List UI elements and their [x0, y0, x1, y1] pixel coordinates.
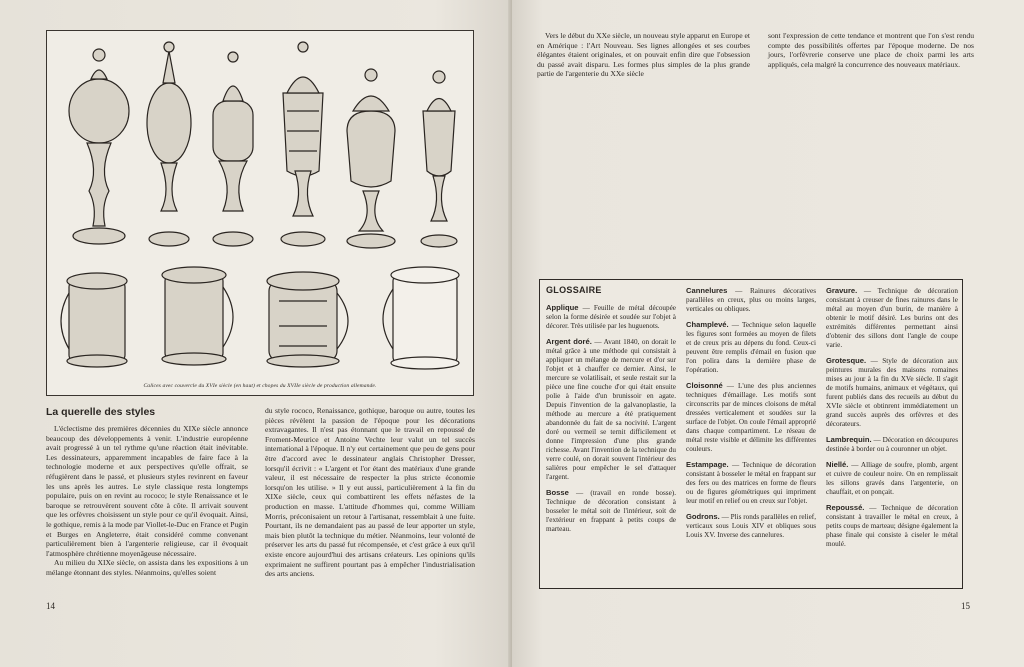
goblet-4	[281, 42, 325, 246]
glossary-entry	[686, 381, 816, 454]
glossary-entry	[826, 503, 958, 549]
page-number-right: 15	[961, 601, 970, 611]
glossary-definition: — Plis ronds parallèles en relief, verticaux sous Louis XIV et obliques sous Louis XV. Inverse des cannelures.	[686, 513, 816, 539]
glossary-column-3	[826, 286, 958, 555]
glossary-column-1	[546, 286, 676, 540]
goblet-1	[69, 49, 129, 244]
tankard-3	[267, 272, 348, 367]
goblet-5	[347, 69, 395, 248]
glossary-entry	[546, 488, 676, 534]
glossary-definition: — Technique de décoration consistant à creuser de fines rainures dans le métal au moyen d'un burin, de manière à obtenir le motif désiré. Les burins ont des extrémités différentes permettant ainsi d'obtenir des sillons dont l'angle de coupe varie.	[826, 287, 958, 349]
left-column-1	[46, 424, 248, 578]
glossary-entry	[686, 320, 816, 375]
paragraph: sont l'expression de cette tendance et montrent que l'on s'est rendu compte des possibilités offertes par l'époque moderne. De nos jours, l'orfèvrerie conserve une place de choix parmi les arts appliqués, cela malgré la concurrence des nouveaux matériaux.	[768, 31, 974, 69]
glossary-entry	[686, 460, 816, 506]
glossary-term: Godrons.	[686, 512, 720, 521]
tankard-4	[383, 267, 459, 369]
engraving-illustration	[46, 30, 474, 396]
glossary-term: Gravure.	[826, 286, 858, 295]
goblet-2	[147, 42, 191, 246]
goblet-6	[421, 71, 457, 247]
glossary-term: Champlevé.	[686, 320, 729, 329]
glossary-entry	[546, 337, 676, 482]
glossary-term: Bosse	[546, 488, 569, 497]
paragraph: du style rococo, Renaissance, gothique, baroque ou autre, toutes les pièces révèlent la passion de l'époque pour les décorations extravagantes. Il n'est pas étonnant que le travail en repoussé de Froment-Meurice et Antoine Vechte leur valut un tel succès international à l'époque. Il n'y eut certainement que peu de gens pour être d'accord avec le dessinateur anglais Christopher Dresser, lorsqu'il écrivit : « L'argent et l'or étant des matériaux d'une grande valeur, il est nécessaire de respecter la plus stricte économie lorsqu'on les utilise. » Il y eut aussi, particulièrement à la fin du XIXe siècle, ceux qui combattirent les effets néfastes de la production en masse. L'attitude d'hommes qui, comme William Morris, préconisaient un retour à l'artisanat, ressemblait à une fuite. Pourtant, ils ne demandaient pas au passé de leur apporter un style, mais bien plutôt la technique du métier. Néanmoins, leur volonté de préserver les arts du passé fut récompensée, et c'est grâce à eux qu'il existe encore aujourd'hui des artisans créateurs. Les opinions qu'ils exprimaient ne suffirent pourtant pas à empêcher l'industrialisation des arts anciens.	[265, 406, 475, 579]
glossary-term: Repoussé.	[826, 503, 865, 512]
glossary-entry	[546, 303, 676, 331]
glossary-term: Cannelures	[686, 286, 728, 295]
glossary-term: Lambrequin.	[826, 435, 872, 444]
glossary-entry	[826, 286, 958, 350]
glossary-definition: — Style de décoration aux peintures murales des maisons romaines mises au jour à la fin du XVe siècle. Il s'agit de motifs humains, animaux et végétaux, qui furent publiés dans des recueils au début du XVIe siècle et obtinrent immédiatement un grand succès auprès des orfèvres et des décorateurs.	[826, 357, 958, 428]
glossary-definition: — Technique selon laquelle les figures sont formées au moyen de filets et de creux pris au dépens du fond. Ceux-ci peuvent être remplis d'émail en fusion que l'on polira dans la dernière phase de l'opération.	[686, 321, 816, 374]
page-number-left: 14	[46, 601, 55, 611]
glossary-definition: — Décoration en découpures destinée à border ou à couronner un objet.	[826, 436, 958, 453]
glossary-entry	[686, 286, 816, 314]
glossary-definition: — Feuille de métal découpée selon la forme désirée et soudée sur l'objet à décorer. Très utilisée par les huguenots.	[546, 304, 676, 330]
glossary-entry	[826, 460, 958, 497]
glossary-entry	[826, 356, 958, 429]
tankard-2	[162, 267, 233, 365]
glossary-definition: — Avant 1840, on dorait le métal grâce à une méthode qui consistait à appliquer un mélange de mercure et d'or sur l'objet et à chauffer ce dernier. Ainsi, le mercure se volatilisait, et seule restait sur la pièce une fine couche d'or qui était ensuite polie à l'aide d'un brunissoir en agate. Depuis l'invention de la galvanoplastie, la méthode au mercure a été pratiquement abandonnée du fait de sa nocivité. L'argent doré ou vermeil se ternit difficilement et donne l'impression d'une plus grande richesse. Avant l'invention de la technique du verre coulé, on dorait souvent l'intérieur des salières pour empêcher le sel d'attaquer l'argent.	[546, 338, 676, 481]
left-column-2	[265, 406, 475, 579]
glossary-term: Cloisonné	[686, 381, 723, 390]
glossary-column-2	[686, 286, 816, 546]
tankard-1	[61, 273, 127, 367]
glossary-term: Niellé.	[826, 460, 849, 469]
goblet-3	[213, 52, 253, 246]
goblets-and-tankards-image	[47, 31, 475, 397]
glossary-term: Grotesque.	[826, 356, 867, 365]
glossary-term: Estampage.	[686, 460, 729, 469]
illustration-caption: Calices avec couvercle du XVIe siècle (en haut) et chopes du XVIIe siècle de production allemande.	[143, 383, 377, 389]
glossary-definition: — Rainures décoratives parallèles en creux, plus ou moins larges, verticales ou obliques.	[686, 287, 816, 313]
glossary-definition: — L'une des plus anciennes techniques d'émaillage. Les motifs sont circonscrits par de minces cloisons de métal dressées verticalement et soudées sur la surface de l'objet. On coule l'émail approprié dans chaque compartiment. Le réseau de métal reste visible et délimite les différentes couleurs.	[686, 382, 816, 453]
paragraph: Vers le début du XXe siècle, un nouveau style apparut en Europe et en Amérique : l'Art Nouveau. Ses lignes allongées et ses courbes élégantes étaient originales, et on pouvait enfin dire que l'obsession du passé avait disparu. Les formes plus simples de la plus grande partie de l'argenterie du XXe siècle	[537, 31, 750, 79]
glossary-definition: — Technique de décoration consistant à bosseler le métal en frappant sur des fers ou des matrices en forme de fleurs ou de figures géométriques qui impriment leur motif en relief ou en creux sur l'objet.	[686, 461, 816, 505]
section-title: La querelle des styles	[46, 406, 156, 418]
right-column-1	[537, 31, 750, 79]
glossary-entry	[686, 512, 816, 540]
glossary-box	[539, 279, 963, 589]
right-page	[512, 0, 1024, 667]
glossary-definition: — (travail en ronde bosse). Technique de décoration consistant à bosseler le métal soit de l'intérieur, soit de l'extérieur en frappant à petits coups de marteau.	[546, 489, 676, 533]
glossary-entry	[826, 435, 958, 454]
paragraph: Au milieu du XIXe siècle, on assista dans les expositions à un mélange étonnant des styles. Néanmoins, qu'elles soient	[46, 558, 248, 577]
glossary-term: Applique	[546, 303, 579, 312]
glossary-title: GLOSSAIRE	[546, 285, 602, 295]
glossary-term: Argent doré.	[546, 337, 592, 346]
paragraph: L'éclectisme des premières décennies du XIXe siècle annonce beaucoup des développements à venir. L'industrie européenne avait progressé à un tel rythme qu'une réaction était inévitable. Les dessinateurs, apparemment incapables de faire face à la technologie moderne et aux perspectives qu'elle offrait, se réfugièrent dans le passé, et plusieurs styles revinrent en faveur les uns après les autres. Le style classique resta longtemps populaire, puis on en revint au rococo; le style Renaissance et le baroque se retrouvèrent souvent côte à côte. Il arrivait souvent que les orfèvres choisissent un style pour ce qu'il évoquait. Ainsi, le gothique, remis à la mode par Viollet-le-Duc en France et Pugin et Burges en Angleterre, était considéré comme convenant particulièrement bien à l'argenterie religieuse, car il évoquait l'atmosphère chrétienne moyenâgeuse nécessaire.	[46, 424, 248, 558]
glossary-definition: — Technique de décoration consistant à travailler le métal en creux, à petits coups de marteau; désigne également la phase finale qui consiste à ciseler le métal moulé.	[826, 504, 958, 548]
right-column-2	[768, 31, 974, 69]
glossary-definition: — Alliage de soufre, plomb, argent et cuivre de couleur noire. On en remplissait les sillons gravés dans l'argenterie, on chauffait, et on ponçait.	[826, 461, 958, 496]
